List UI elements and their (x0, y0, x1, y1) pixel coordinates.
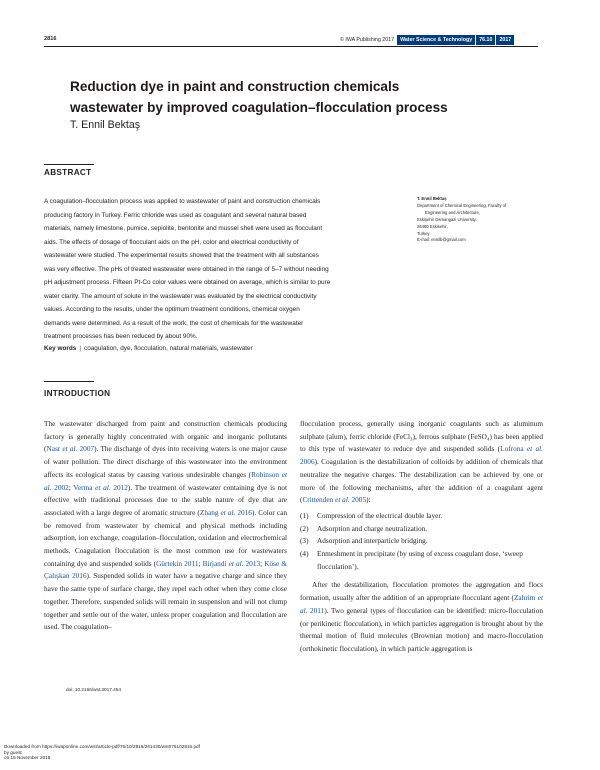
citation-link[interactable]: Crittenden et al. 2005 (302, 495, 367, 505)
list-item: (1) Compression of the electrical double layer. (300, 510, 443, 520)
title-line-1: Reduction dye in paint and construction chemicals (70, 79, 400, 94)
abstract-line: pH adjustment process. Fifteen Pt-Co color values were obtained on average, which is similar to pure (44, 279, 331, 286)
publisher-copyright: © IWA Publishing 2017 (340, 37, 395, 43)
citation-link[interactable]: Robinson et al. 2002 (44, 469, 287, 492)
download-notice (4, 744, 200, 761)
intro-right-column (300, 418, 543, 656)
author-name: T. Ennil Bektaş (70, 119, 141, 131)
abstract-line: values. According to the results, under the optimum treatment conditions, chemical oxygen (44, 306, 300, 313)
author-affiliation (417, 196, 547, 244)
citation-link[interactable]: Zhang et al. 2016 (199, 507, 252, 517)
article-title (70, 77, 490, 118)
abstract-line: wastewater were studied. The experimental results showed that the treatment with all substances (44, 252, 319, 259)
keywords-list: coagulation, dye, flocculation, natural materials, wastewater (84, 345, 253, 352)
introduction-heading: INTRODUCTION (44, 389, 111, 398)
download-date: on 15 November 2018 (4, 755, 51, 761)
affiliation-line: Engineering and Architecture, (425, 209, 480, 215)
intro-paragraph: flocculation process, generally using inorganic coagulants such as aluminum sulphate (alum), ferric chloride (FeCl₃), ferrous sulphate (FeSO₄) has been applied to this type of wastewater to reduce dye and suspended solids (Lofrona et al. 2006). Coagulation is the destabilization of colloids by addition of chemicals that neutralize the negative charges. The destabilization can be achieved by one or more of the following mechanisms, after the addition of a coagulant agent (Crittenden et al. 2005): (300, 419, 543, 505)
doi[interactable]: doi: 10.2166/wst.2017.454 (66, 687, 121, 692)
list-item: (3) Adsorption and interparticle bridging. (300, 536, 428, 546)
abstract-body (44, 195, 396, 344)
intro-paragraph: After the destabilization, flocculation promotes the aggregation and flocs formation, usually after the addition of an appropriate flocculant agent (Zahrim et al. 2011). Two general types of flocculation can be identified: micro-flocculation (or perikinetic flocculation), in which particles aggregation is brought about by the thermal motion of fluid molecules (Brownian motion) and macro-flocculation (orthokinetic flocculation), in which particle aggregation is (300, 580, 543, 653)
mechanism-list (300, 510, 543, 574)
journal-year: 2017 (496, 35, 514, 45)
abstract-line: aids. The effects of dosage of flocculant aids on the pH, color and electrical conductivity of (44, 238, 299, 246)
citation-link[interactable]: Lofrona et al. 2006 (300, 444, 543, 467)
affiliation-email[interactable]: E-mail: ennilb@gmail.com (417, 237, 466, 243)
citation-link[interactable]: Nasr et al. 2007 (46, 444, 95, 454)
citation-link[interactable]: Verma et al. 2012 (73, 482, 128, 492)
download-url[interactable]: Downloaded from https://iwaponline.com/wst/article-pdf/76/10/2816/241430/wst076102816.pdf (4, 744, 200, 749)
abstract-line: water clarity. The amount of solute in the wastewater was evaluated by the electrical conductivity (44, 292, 317, 300)
affiliation-line: Turkey (417, 230, 430, 236)
journal-name[interactable]: Water Science & Technology (397, 35, 475, 45)
introduction-rule (44, 381, 94, 382)
affiliation-line: Department of Chemical Engineering, Faculty of (417, 202, 507, 208)
intro-left-column (44, 418, 287, 634)
affiliation-line: Eskişehir Osmangazi University, (417, 216, 477, 222)
abstract-line: materials, namely limestone, pumice, sepiolite, bentonite and mussel shell were used as flocculant (44, 225, 323, 232)
abstract-line: A coagulation–flocculation process was applied to wastewater of paint and construction chemicals (44, 198, 321, 205)
list-item: (4) Enmeshment in precipitate (by using of excess coagulant dose, ‘sweep flocculation’). (300, 549, 523, 571)
affiliation-line: 26480 Eskisehir, (417, 223, 448, 229)
list-item: (2) Adsorption and charge neutralization. (300, 523, 428, 533)
download-user: by guest (4, 749, 22, 755)
abstract-line: treatment processes has been reduced by about 90%. (44, 333, 198, 340)
title-line-2: wastewater by improved coagulation–flocculation process (70, 99, 448, 115)
journal-volume: 76.10 (476, 35, 495, 45)
abstract-line: was very effective. The pHs of treated wastewater were obtained in the range of 5–7 without needing (44, 265, 329, 273)
page-number: 2816 (44, 36, 57, 42)
citation-link[interactable]: Köse & Çalışkan 2016 (44, 558, 288, 581)
citation-link[interactable]: Birjandi et al. 2013 (202, 558, 261, 568)
abstract-line: demands were determined. As a result of the work, the cost of chemicals for the wastewater (44, 319, 304, 327)
header-rule (44, 46, 538, 47)
journal-header (340, 35, 514, 45)
keywords-line (44, 345, 253, 352)
citation-link[interactable]: Zahrim et al. 2011 (300, 593, 543, 615)
keywords-separator: | (79, 345, 81, 352)
abstract-heading: ABSTRACT (44, 168, 92, 177)
abstract-line: producing factory in Turkey. Ferric chloride was used as coagulant and several natural based (44, 211, 307, 219)
intro-paragraph: The wastewater discharged from paint and construction chemicals producing factory is generally highly concentrated with organic and inorganic pollutants (Nasr et al. 2007). The discharge of dyes into receiving waters is one major cause of water pollution. The direct discharge of this wastewater into the environment affects its ecological status by causing various undesirable changes (Robinson et al. 2002; Verma et al. 2012). The treatment of wastewater containing dye is not effective with traditional processes due to the stable nature of dye that are associated with a large degree of aromatic structure (Zhang et al. 2016). Color can be removed from wastewater by chemical and physical methods including adsorption, ion exchange, coagulation–flocculation, oxidation and electrochemical methods. Coagulation flocculation is the most common use for wastewaters containing dye and suspended solids (Gürtekin 2011; Birjandi et al. 2013; Köse & Çalışkan 2016). Suspended solids in water have a negative charge and since they have the same type of surface charge, they repel each other when they come close together. Therefore, suspended solids will remain in suspension and will not clump together and settle out of the water, unless proper coagulation and flocculation are used. The coagulation– (44, 419, 288, 632)
citation-link[interactable]: Gürtekin 2011 (156, 558, 199, 568)
abstract-rule (44, 164, 94, 165)
affiliation-author: T. Ennil Bektaş (417, 196, 447, 201)
keywords-label: Key words (44, 345, 77, 352)
